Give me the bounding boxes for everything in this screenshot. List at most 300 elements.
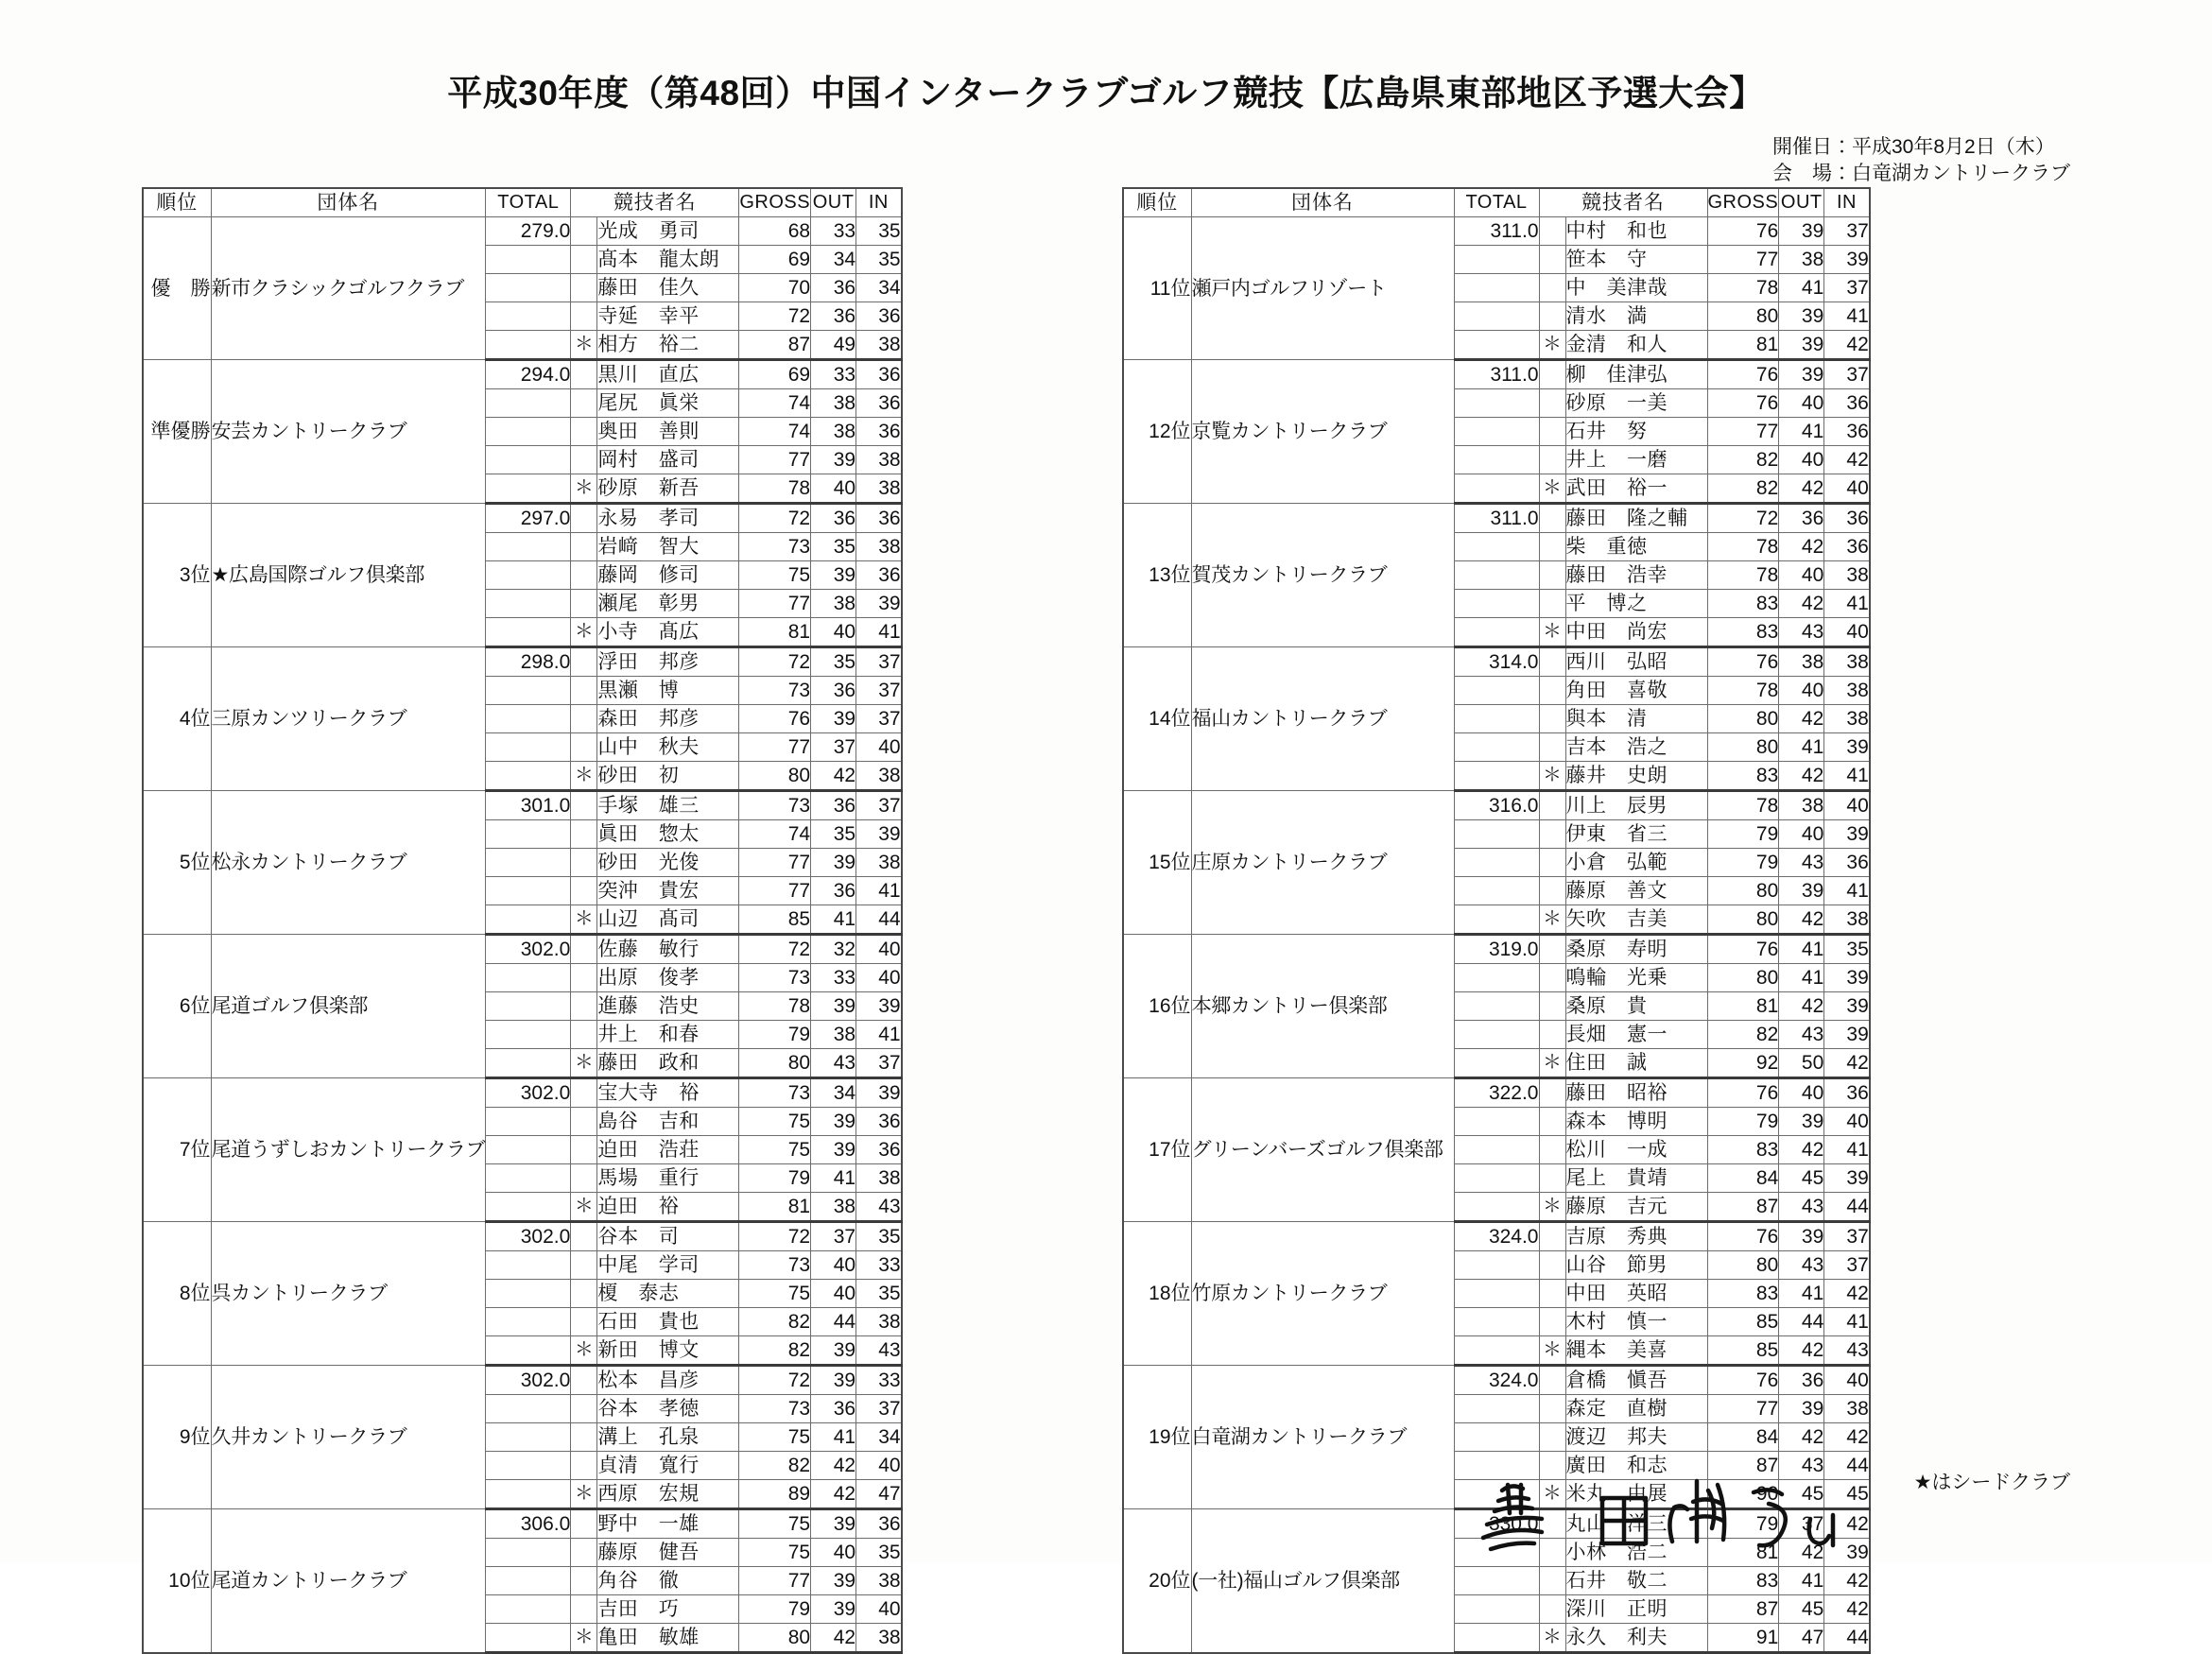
substitute-marker: ＊ bbox=[1539, 1624, 1565, 1653]
player-in-score: 37 bbox=[1824, 1222, 1870, 1251]
team-club-name: 松永カントリークラブ bbox=[211, 791, 486, 935]
player-gross-score: 77 bbox=[1707, 246, 1779, 274]
player-out-score: 36 bbox=[811, 274, 856, 302]
substitute-marker bbox=[571, 820, 597, 849]
player-name: 井上 和春 bbox=[597, 1021, 739, 1049]
player-gross-score: 78 bbox=[739, 992, 811, 1021]
player-out-score: 39 bbox=[811, 1108, 856, 1136]
team-rank: 4位 bbox=[143, 647, 211, 791]
substitute-marker bbox=[1539, 705, 1565, 733]
player-out-score: 41 bbox=[1779, 1280, 1824, 1308]
player-in-score: 37 bbox=[856, 705, 902, 733]
player-name: 住田 誠 bbox=[1565, 1049, 1707, 1078]
substitute-marker: ＊ bbox=[571, 618, 597, 647]
col-header-in: IN bbox=[856, 188, 902, 217]
substitute-marker bbox=[571, 533, 597, 561]
team-club-name: 尾道ゴルフ倶楽部 bbox=[211, 935, 486, 1078]
team-total-spacer bbox=[486, 1193, 571, 1222]
substitute-marker: ＊ bbox=[571, 1480, 597, 1509]
player-out-score: 35 bbox=[811, 820, 856, 849]
team-rank: 9位 bbox=[143, 1366, 211, 1509]
player-in-score: 42 bbox=[1824, 1595, 1870, 1624]
table-row bbox=[1123, 1509, 1870, 1539]
substitute-marker bbox=[571, 705, 597, 733]
team-total-spacer bbox=[1454, 1624, 1539, 1653]
player-out-score: 39 bbox=[811, 1509, 856, 1539]
player-gross-score: 74 bbox=[739, 418, 811, 446]
player-gross-score: 73 bbox=[739, 1395, 811, 1423]
player-in-score: 36 bbox=[1824, 504, 1870, 533]
player-gross-score: 72 bbox=[1707, 504, 1779, 533]
player-name: 黒瀬 博 bbox=[597, 677, 739, 705]
team-club-name: 尾道カントリークラブ bbox=[211, 1509, 486, 1653]
team-total-score: 319.0 bbox=[1454, 935, 1539, 964]
player-name: 野中 一雄 bbox=[597, 1509, 739, 1539]
player-in-score: 38 bbox=[856, 762, 902, 791]
table-row bbox=[1123, 791, 1870, 820]
substitute-marker bbox=[1539, 246, 1565, 274]
team-total-spacer bbox=[486, 1108, 571, 1136]
team-total-score: 302.0 bbox=[486, 1222, 571, 1251]
substitute-marker bbox=[571, 849, 597, 877]
substitute-marker bbox=[571, 590, 597, 618]
player-name: 藤田 浩幸 bbox=[1565, 561, 1707, 590]
player-out-score: 40 bbox=[811, 618, 856, 647]
player-out-score: 45 bbox=[1779, 1595, 1824, 1624]
player-in-score: 38 bbox=[856, 1308, 902, 1336]
player-gross-score: 73 bbox=[739, 964, 811, 992]
team-total-spacer bbox=[1454, 1049, 1539, 1078]
table-row bbox=[143, 1222, 902, 1251]
player-name: 石田 貴也 bbox=[597, 1308, 739, 1336]
substitute-marker: ＊ bbox=[571, 474, 597, 504]
player-name: 柳 佳津弘 bbox=[1565, 360, 1707, 389]
player-name: 出原 俊孝 bbox=[597, 964, 739, 992]
team-total-score: 294.0 bbox=[486, 360, 571, 389]
player-gross-score: 87 bbox=[1707, 1193, 1779, 1222]
player-out-score: 39 bbox=[811, 561, 856, 590]
player-out-score: 36 bbox=[811, 677, 856, 705]
player-out-score: 38 bbox=[811, 418, 856, 446]
team-total-spacer bbox=[1454, 1280, 1539, 1308]
player-out-score: 41 bbox=[1779, 935, 1824, 964]
player-gross-score: 75 bbox=[739, 561, 811, 590]
player-gross-score: 75 bbox=[739, 1423, 811, 1452]
player-in-score: 38 bbox=[856, 1164, 902, 1193]
substitute-marker bbox=[571, 360, 597, 389]
player-out-score: 36 bbox=[811, 504, 856, 533]
player-gross-score: 82 bbox=[1707, 446, 1779, 474]
substitute-marker bbox=[1539, 1108, 1565, 1136]
team-total-spacer bbox=[486, 1624, 571, 1653]
player-name: 藤田 政和 bbox=[597, 1049, 739, 1078]
player-in-score: 36 bbox=[856, 1136, 902, 1164]
player-gross-score: 81 bbox=[739, 1193, 811, 1222]
substitute-marker bbox=[571, 561, 597, 590]
substitute-marker bbox=[571, 647, 597, 677]
substitute-marker bbox=[571, 217, 597, 246]
player-name: 深川 正明 bbox=[1565, 1595, 1707, 1624]
player-name: 谷本 司 bbox=[597, 1222, 739, 1251]
player-gross-score: 73 bbox=[739, 533, 811, 561]
substitute-marker: ＊ bbox=[1539, 1049, 1565, 1078]
team-total-score: 302.0 bbox=[486, 935, 571, 964]
player-name: 長畑 憲一 bbox=[1565, 1021, 1707, 1049]
team-total-spacer bbox=[486, 1336, 571, 1366]
substitute-marker bbox=[571, 246, 597, 274]
team-rank: 8位 bbox=[143, 1222, 211, 1366]
player-in-score: 38 bbox=[856, 1567, 902, 1595]
player-out-score: 40 bbox=[1779, 820, 1824, 849]
player-in-score: 40 bbox=[1824, 791, 1870, 820]
player-gross-score: 77 bbox=[739, 849, 811, 877]
player-in-score: 41 bbox=[1824, 1308, 1870, 1336]
team-total-spacer bbox=[1454, 1021, 1539, 1049]
team-total-spacer bbox=[1454, 1452, 1539, 1480]
team-total-spacer bbox=[486, 246, 571, 274]
team-club-name: 久井カントリークラブ bbox=[211, 1366, 486, 1509]
player-name: 藤田 昭裕 bbox=[1565, 1078, 1707, 1108]
player-in-score: 36 bbox=[1824, 418, 1870, 446]
player-name: 西原 宏規 bbox=[597, 1480, 739, 1509]
substitute-marker: ＊ bbox=[571, 762, 597, 791]
player-gross-score: 79 bbox=[739, 1595, 811, 1624]
seed-club-footnote: ★はシードクラブ bbox=[1913, 1472, 2070, 1493]
team-total-spacer bbox=[1454, 1251, 1539, 1280]
team-total-spacer bbox=[486, 820, 571, 849]
player-out-score: 37 bbox=[811, 1222, 856, 1251]
player-out-score: 34 bbox=[811, 246, 856, 274]
player-gross-score: 76 bbox=[1707, 935, 1779, 964]
player-gross-score: 77 bbox=[739, 446, 811, 474]
team-total-score: 311.0 bbox=[1454, 217, 1539, 246]
player-gross-score: 83 bbox=[1707, 762, 1779, 791]
player-gross-score: 91 bbox=[1707, 1624, 1779, 1653]
player-in-score: 38 bbox=[1824, 561, 1870, 590]
team-total-spacer bbox=[486, 1539, 571, 1567]
player-gross-score: 83 bbox=[1707, 1280, 1779, 1308]
player-out-score: 42 bbox=[1779, 705, 1824, 733]
player-out-score: 44 bbox=[811, 1308, 856, 1336]
player-name: 笹本 守 bbox=[1565, 246, 1707, 274]
player-name: 奥田 善則 bbox=[597, 418, 739, 446]
team-total-spacer bbox=[486, 618, 571, 647]
player-in-score: 36 bbox=[1824, 533, 1870, 561]
player-out-score: 42 bbox=[811, 1624, 856, 1653]
substitute-marker bbox=[1539, 677, 1565, 705]
player-gross-score: 85 bbox=[1707, 1308, 1779, 1336]
col-header-player: 競技者名 bbox=[1539, 188, 1707, 217]
team-total-score: 316.0 bbox=[1454, 791, 1539, 820]
team-total-spacer bbox=[486, 1136, 571, 1164]
player-gross-score: 68 bbox=[739, 217, 811, 246]
player-name: 宝大寺 裕 bbox=[597, 1078, 739, 1108]
player-out-score: 33 bbox=[811, 964, 856, 992]
player-in-score: 41 bbox=[856, 1021, 902, 1049]
results-body-right bbox=[1123, 217, 1870, 1653]
player-name: 廣田 和志 bbox=[1565, 1452, 1707, 1480]
player-name: 突沖 貴宏 bbox=[597, 877, 739, 905]
col-header-rank: 順位 bbox=[1123, 188, 1191, 217]
team-total-spacer bbox=[1454, 1193, 1539, 1222]
player-out-score: 40 bbox=[1779, 561, 1824, 590]
table-row bbox=[1123, 1222, 1870, 1251]
player-in-score: 35 bbox=[1824, 935, 1870, 964]
player-gross-score: 85 bbox=[1707, 1336, 1779, 1366]
player-gross-score: 75 bbox=[739, 1509, 811, 1539]
player-name: 砂田 光俊 bbox=[597, 849, 739, 877]
player-in-score: 37 bbox=[856, 647, 902, 677]
player-name: 吉原 秀典 bbox=[1565, 1222, 1707, 1251]
player-gross-score: 77 bbox=[739, 590, 811, 618]
team-total-spacer bbox=[486, 992, 571, 1021]
substitute-marker: ＊ bbox=[571, 1049, 597, 1078]
player-in-score: 36 bbox=[856, 389, 902, 418]
player-gross-score: 82 bbox=[1707, 1021, 1779, 1049]
team-total-spacer bbox=[486, 1452, 571, 1480]
player-name: 丸山 洋三 bbox=[1565, 1509, 1707, 1539]
player-gross-score: 76 bbox=[739, 705, 811, 733]
player-gross-score: 78 bbox=[1707, 274, 1779, 302]
player-name: 迫田 裕 bbox=[597, 1193, 739, 1222]
player-in-score: 38 bbox=[1824, 905, 1870, 935]
event-meta bbox=[1772, 134, 2070, 187]
player-out-score: 42 bbox=[1779, 1336, 1824, 1366]
col-header-rank: 順位 bbox=[143, 188, 211, 217]
player-in-score: 40 bbox=[856, 964, 902, 992]
substitute-marker bbox=[571, 1164, 597, 1193]
player-out-score: 39 bbox=[811, 1595, 856, 1624]
team-rank: 18位 bbox=[1123, 1222, 1191, 1366]
substitute-marker bbox=[1539, 274, 1565, 302]
team-total-spacer bbox=[1454, 1480, 1539, 1509]
player-name: 吉本 浩之 bbox=[1565, 733, 1707, 762]
substitute-marker bbox=[1539, 418, 1565, 446]
table-row bbox=[143, 360, 902, 389]
substitute-marker bbox=[571, 274, 597, 302]
team-total-spacer bbox=[1454, 1308, 1539, 1336]
player-gross-score: 80 bbox=[1707, 705, 1779, 733]
player-gross-score: 75 bbox=[739, 1136, 811, 1164]
player-in-score: 39 bbox=[1824, 1021, 1870, 1049]
player-name: 藤井 史朗 bbox=[1565, 762, 1707, 791]
player-in-score: 35 bbox=[856, 1280, 902, 1308]
player-name: 矢吹 吉美 bbox=[1565, 905, 1707, 935]
player-out-score: 40 bbox=[1779, 1078, 1824, 1108]
player-gross-score: 79 bbox=[1707, 1509, 1779, 1539]
team-total-spacer bbox=[486, 1395, 571, 1423]
player-out-score: 39 bbox=[811, 849, 856, 877]
player-out-score: 41 bbox=[1779, 1567, 1824, 1595]
table-row bbox=[1123, 504, 1870, 533]
player-gross-score: 78 bbox=[1707, 561, 1779, 590]
team-club-name: 安芸カントリークラブ bbox=[211, 360, 486, 504]
team-total-spacer bbox=[486, 561, 571, 590]
player-name: 木村 慎一 bbox=[1565, 1308, 1707, 1336]
substitute-marker bbox=[1539, 504, 1565, 533]
player-name: 山中 秋夫 bbox=[597, 733, 739, 762]
player-in-score: 38 bbox=[1824, 1395, 1870, 1423]
player-in-score: 34 bbox=[856, 274, 902, 302]
team-club-name: 庄原カントリークラブ bbox=[1191, 791, 1454, 935]
player-name: 藤原 健吾 bbox=[597, 1539, 739, 1567]
team-total-spacer bbox=[1454, 446, 1539, 474]
player-gross-score: 72 bbox=[739, 647, 811, 677]
player-name: 松本 昌彦 bbox=[597, 1366, 739, 1395]
team-total-spacer bbox=[486, 733, 571, 762]
substitute-marker bbox=[1539, 964, 1565, 992]
table-row bbox=[143, 1078, 902, 1108]
player-out-score: 35 bbox=[811, 533, 856, 561]
player-in-score: 35 bbox=[856, 246, 902, 274]
team-total-score: 301.0 bbox=[486, 791, 571, 820]
team-total-score: 324.0 bbox=[1454, 1366, 1539, 1395]
col-header-player: 競技者名 bbox=[571, 188, 739, 217]
player-out-score: 36 bbox=[1779, 504, 1824, 533]
team-rank: 7位 bbox=[143, 1078, 211, 1222]
player-in-score: 38 bbox=[1824, 647, 1870, 677]
substitute-marker bbox=[571, 418, 597, 446]
team-total-spacer bbox=[1454, 533, 1539, 561]
player-gross-score: 81 bbox=[1707, 331, 1779, 360]
team-total-spacer bbox=[486, 1280, 571, 1308]
substitute-marker bbox=[1539, 1251, 1565, 1280]
team-club-name: 白竜湖カントリークラブ bbox=[1191, 1366, 1454, 1509]
player-out-score: 39 bbox=[1779, 1108, 1824, 1136]
team-total-spacer bbox=[486, 905, 571, 935]
team-total-spacer bbox=[1454, 964, 1539, 992]
player-name: 井上 一磨 bbox=[1565, 446, 1707, 474]
player-gross-score: 80 bbox=[1707, 877, 1779, 905]
col-header-out: OUT bbox=[1779, 188, 1824, 217]
team-total-spacer bbox=[1454, 905, 1539, 935]
player-in-score: 44 bbox=[1824, 1193, 1870, 1222]
player-in-score: 42 bbox=[1824, 1423, 1870, 1452]
player-out-score: 39 bbox=[1779, 877, 1824, 905]
player-out-score: 42 bbox=[811, 1452, 856, 1480]
player-gross-score: 80 bbox=[739, 1624, 811, 1653]
player-out-score: 42 bbox=[1779, 1539, 1824, 1567]
player-in-score: 38 bbox=[856, 446, 902, 474]
team-club-name: 福山カントリークラブ bbox=[1191, 647, 1454, 791]
player-out-score: 33 bbox=[811, 217, 856, 246]
player-name: 浮田 邦彦 bbox=[597, 647, 739, 677]
player-name: 金清 和人 bbox=[1565, 331, 1707, 360]
team-total-spacer bbox=[1454, 389, 1539, 418]
substitute-marker: ＊ bbox=[1539, 1193, 1565, 1222]
team-total-score: 297.0 bbox=[486, 504, 571, 533]
player-gross-score: 84 bbox=[1707, 1423, 1779, 1452]
table-row bbox=[143, 1366, 902, 1395]
team-club-name: (一社)福山ゴルフ倶楽部 bbox=[1191, 1509, 1454, 1653]
player-name: 髙本 龍太朗 bbox=[597, 246, 739, 274]
player-gross-score: 72 bbox=[739, 1222, 811, 1251]
player-gross-score: 78 bbox=[1707, 677, 1779, 705]
player-out-score: 44 bbox=[1779, 1308, 1824, 1336]
player-in-score: 36 bbox=[856, 1108, 902, 1136]
player-out-score: 40 bbox=[1779, 446, 1824, 474]
team-total-spacer bbox=[1454, 590, 1539, 618]
team-club-name: 尾道うずしおカントリークラブ bbox=[211, 1078, 486, 1222]
player-name: 伊東 省三 bbox=[1565, 820, 1707, 849]
team-total-spacer bbox=[1454, 474, 1539, 504]
player-out-score: 41 bbox=[811, 1164, 856, 1193]
team-total-score: 311.0 bbox=[1454, 360, 1539, 389]
team-total-spacer bbox=[1454, 877, 1539, 905]
player-gross-score: 76 bbox=[1707, 217, 1779, 246]
player-out-score: 42 bbox=[1779, 533, 1824, 561]
player-in-score: 34 bbox=[856, 1423, 902, 1452]
team-total-spacer bbox=[486, 1567, 571, 1595]
player-name: 尾尻 眞栄 bbox=[597, 389, 739, 418]
player-in-score: 37 bbox=[856, 1395, 902, 1423]
table-header-row bbox=[1123, 188, 1870, 217]
player-in-score: 39 bbox=[1824, 992, 1870, 1021]
team-total-spacer bbox=[1454, 1108, 1539, 1136]
substitute-marker bbox=[1539, 533, 1565, 561]
team-rank: 17位 bbox=[1123, 1078, 1191, 1222]
player-name: 小寺 髙広 bbox=[597, 618, 739, 647]
player-gross-score: 78 bbox=[739, 474, 811, 504]
player-out-score: 36 bbox=[811, 877, 856, 905]
team-total-spacer bbox=[1454, 677, 1539, 705]
substitute-marker bbox=[571, 1021, 597, 1049]
player-gross-score: 80 bbox=[739, 762, 811, 791]
player-in-score: 47 bbox=[856, 1480, 902, 1509]
team-total-spacer bbox=[486, 274, 571, 302]
player-in-score: 36 bbox=[856, 1509, 902, 1539]
player-in-score: 44 bbox=[1824, 1452, 1870, 1480]
player-gross-score: 82 bbox=[739, 1308, 811, 1336]
team-club-name: 本郷カントリー倶楽部 bbox=[1191, 935, 1454, 1078]
player-out-score: 42 bbox=[811, 762, 856, 791]
team-total-spacer bbox=[1454, 1567, 1539, 1595]
col-header-club: 団体名 bbox=[1191, 188, 1454, 217]
player-in-score: 43 bbox=[1824, 1336, 1870, 1366]
player-gross-score: 77 bbox=[739, 733, 811, 762]
player-gross-score: 79 bbox=[1707, 820, 1779, 849]
player-out-score: 41 bbox=[811, 1423, 856, 1452]
player-name: 山谷 節男 bbox=[1565, 1251, 1707, 1280]
team-total-score: 330.0 bbox=[1454, 1509, 1539, 1539]
player-out-score: 39 bbox=[811, 1336, 856, 1366]
player-in-score: 41 bbox=[856, 618, 902, 647]
team-total-score: 279.0 bbox=[486, 217, 571, 246]
player-out-score: 39 bbox=[811, 1366, 856, 1395]
team-total-spacer bbox=[486, 533, 571, 561]
player-out-score: 42 bbox=[1779, 1423, 1824, 1452]
player-in-score: 39 bbox=[1824, 964, 1870, 992]
player-name: 進藤 浩史 bbox=[597, 992, 739, 1021]
substitute-marker bbox=[571, 791, 597, 820]
player-name: 平 博之 bbox=[1565, 590, 1707, 618]
team-rank: 20位 bbox=[1123, 1509, 1191, 1653]
player-name: 川上 辰男 bbox=[1565, 791, 1707, 820]
player-in-score: 35 bbox=[856, 217, 902, 246]
player-name: 永易 孝司 bbox=[597, 504, 739, 533]
substitute-marker bbox=[571, 964, 597, 992]
player-gross-score: 81 bbox=[739, 618, 811, 647]
substitute-marker bbox=[1539, 1280, 1565, 1308]
player-in-score: 39 bbox=[856, 1078, 902, 1108]
substitute-marker bbox=[571, 1108, 597, 1136]
team-rank: 15位 bbox=[1123, 791, 1191, 935]
player-out-score: 38 bbox=[1779, 647, 1824, 677]
player-gross-score: 73 bbox=[739, 1078, 811, 1108]
player-out-score: 32 bbox=[811, 935, 856, 964]
substitute-marker bbox=[1539, 302, 1565, 331]
team-total-spacer bbox=[1454, 331, 1539, 360]
